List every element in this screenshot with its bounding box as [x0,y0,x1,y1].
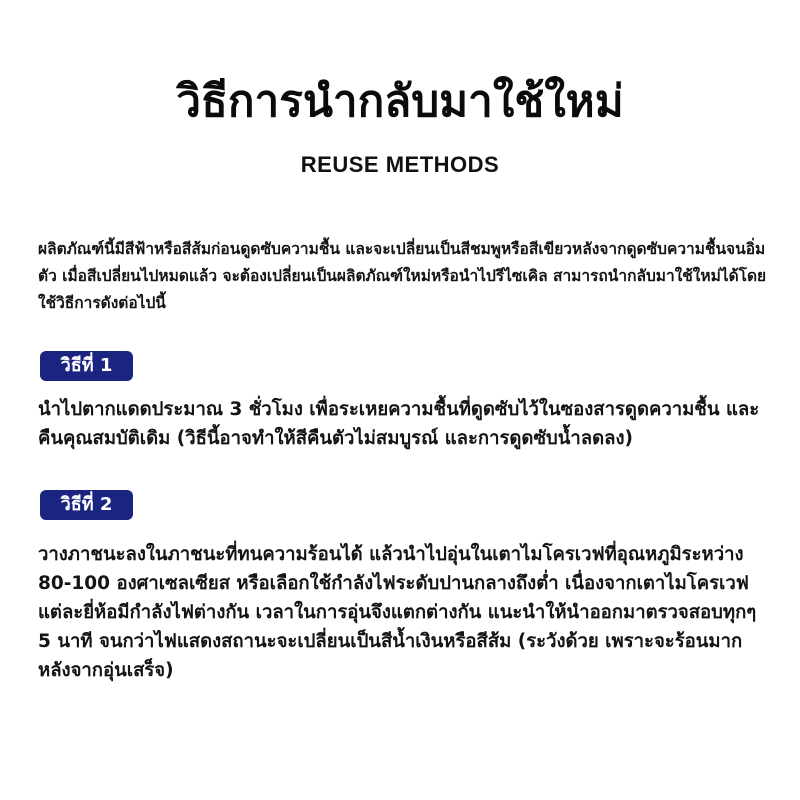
intro-paragraph: ผลิตภัณฑ์นี้มีสีฟ้าหรือสีส้มก่อนดูดซับความชื้น และจะเปลี่ยนเป็นสีชมพูหรือสีเขียวหลังจากดูดซับความชื้นจนอิ่มตัว เมื่อสีเปลี่ยนไปหมดแล้ว จะต้องเปลี่ยนเป็นผลิตภัณฑ์ใหม่หรือนำไปรีไซเคิล สามารถนำกลับมาใช้ใหม่ได้โดยใช้วิธีการดังต่อไปนี้ [38,240,767,312]
method-1-badge: วิธีที่ 1 [40,351,133,381]
method-2-description: วางภาชนะลงในภาชนะที่ทนความร้อนได้ แล้วนำไปอุ่นในเตาไมโครเวฟที่อุณหภูมิระหว่าง 80-100 องศาเซลเซียส หรือเลือกใช้กำลังไฟระดับปานกลางถึงต่ำ เนื่องจากเตาไมโครเวฟแต่ละยี่ห้อมีกำลังไฟต่างกัน เวลาในการอุ่นจึงแตกต่างกัน แนะนำให้นำออกมาตรวจสอบทุกๆ 5 นาที จนกว่าไฟแสดงสถานะจะเปลี่ยนเป็นสีน้ำเงินหรือสีส้ม (ระวังด้วย เพราะจะร้อนมากหลังจากอุ่นเสร็จ) [38,544,757,681]
page-subtitle: REUSE METHODS [300,152,500,177]
method-2-badge: วิธีที่ 2 [40,490,133,520]
page-title: วิธีการนำกลับมาใช้ใหม่ [176,76,624,127]
method-1-description: นำไปตากแดดประมาณ 3 ชั่วโมง เพื่อระเหยความชื้นที่ดูดซับไว้ในซองสารดูดความชื้น และคืนคุณสมบัติเดิม (วิธีนี้อาจทำให้สีคืนตัวไม่สมบูรณ์ และการดูดซับน้ำลดลง) [38,399,760,449]
